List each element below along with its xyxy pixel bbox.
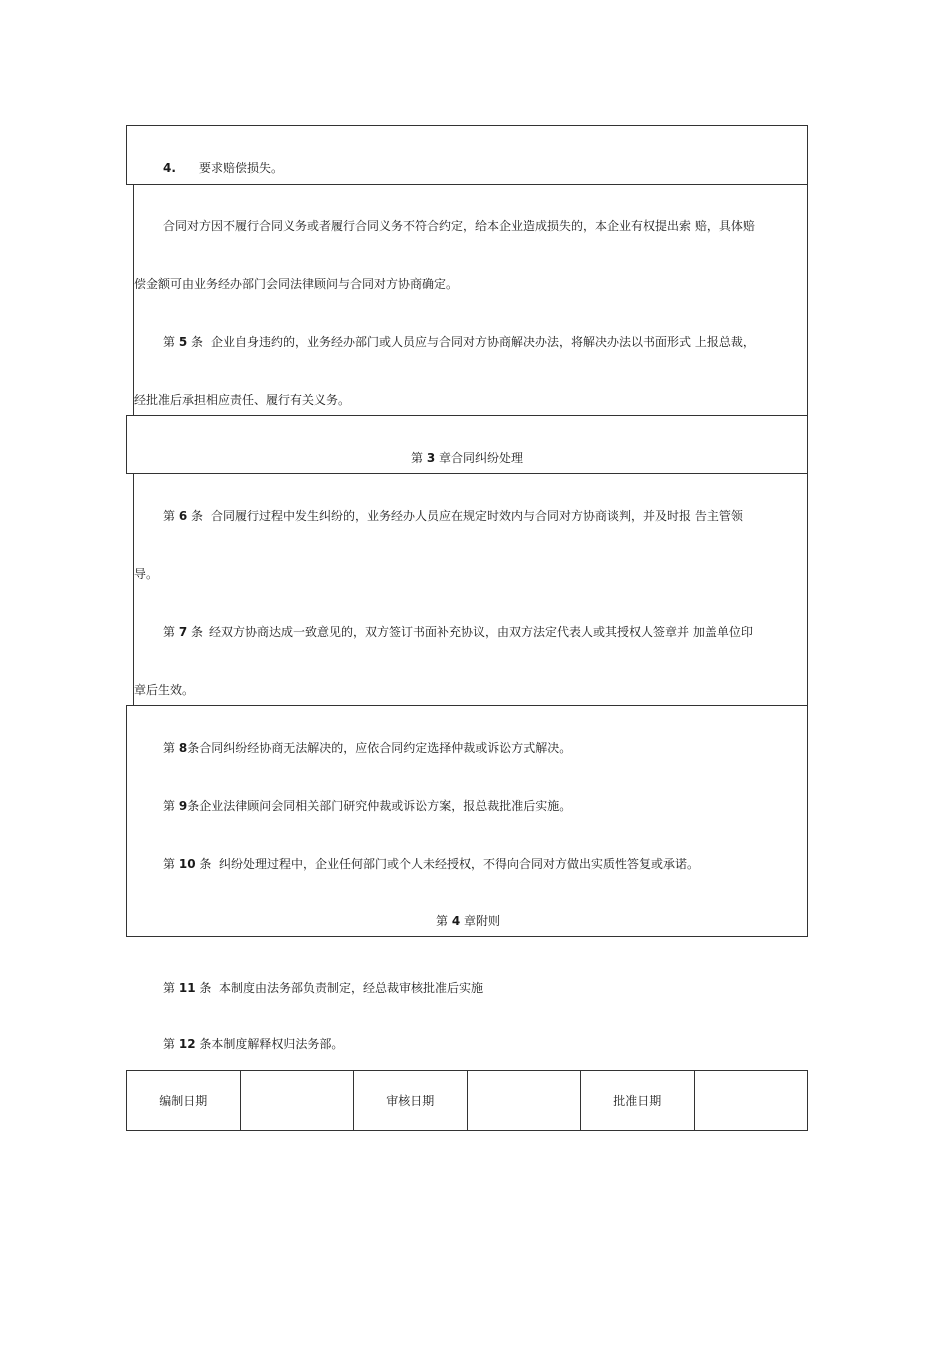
- approved-date-value[interactable]: [695, 1071, 808, 1130]
- article7-heading: 第 7 条: [163, 625, 204, 639]
- reviewed-date-label: 审核日期: [354, 1071, 468, 1130]
- article5-line-1: 企业自身违约的，业务经办部门或人员应与合同对方协商解决办法，将解决办法以书面形式 上报总裁，: [211, 335, 755, 349]
- article7-line-2: 章后生效。: [134, 683, 195, 697]
- item4-text: 要求赔偿损失。: [199, 161, 284, 175]
- chapter4-heading: 第 4 章附则: [436, 914, 501, 928]
- article7-line-1: 经双方协商达成一致意见的，双方签订书面补充协议，由双方法定代表人或其授权人签章并 加盖单位印: [209, 625, 753, 639]
- claim-line-2: 偿金额可由业务经办部门会同法律顾问与合同对方协商确定。: [134, 277, 459, 291]
- article8-text: 第 8条合同纠纷经协商无法解决的，应依合同约定选择仲裁或诉讼方式解决。: [163, 741, 572, 755]
- prepared-date-value[interactable]: [241, 1071, 355, 1130]
- article6-line-2: 导。: [134, 567, 159, 581]
- prepared-date-label: 编制日期: [127, 1071, 241, 1130]
- article9-text: 第 9条企业法律顾问会同相关部门研究仲裁或诉讼方案，报总裁批准后实施。: [163, 799, 572, 813]
- signoff-table: [126, 1070, 808, 1131]
- article6-line-1: 合同履行过程中发生纠纷的，业务经办人员应在规定时效内与合同对方协商谈判，并及时报 告主管领: [211, 509, 743, 523]
- reviewed-date-value[interactable]: [468, 1071, 582, 1130]
- approved-date-label: 批准日期: [581, 1071, 695, 1130]
- item4-box: [126, 125, 808, 185]
- article12-text: 第 12 条本制度解释权归法务部。: [163, 1037, 344, 1051]
- article5-heading: 第 5 条: [163, 335, 204, 349]
- article5-line-2: 经批准后承担相应责任、履行有关义务。: [134, 393, 351, 407]
- article11-text: 第 11 条 本制度由法务部负责制定，经总裁审核批准后实施: [163, 981, 484, 995]
- article10-text: 第 10 条 纠纷处理过程中，企业任何部门或个人未经授权，不得向合同对方做出实质性答复或承诺。: [163, 857, 700, 871]
- chapter3-heading: 第 3 章合同纠纷处理: [411, 451, 524, 465]
- item4-number: 4.: [163, 161, 176, 175]
- claim-line-1: 合同对方因不履行合同义务或者履行合同义务不符合约定，给本企业造成损失的，本企业有权提出索 赔，具体赔: [163, 219, 755, 233]
- article6-heading: 第 6 条: [163, 509, 204, 523]
